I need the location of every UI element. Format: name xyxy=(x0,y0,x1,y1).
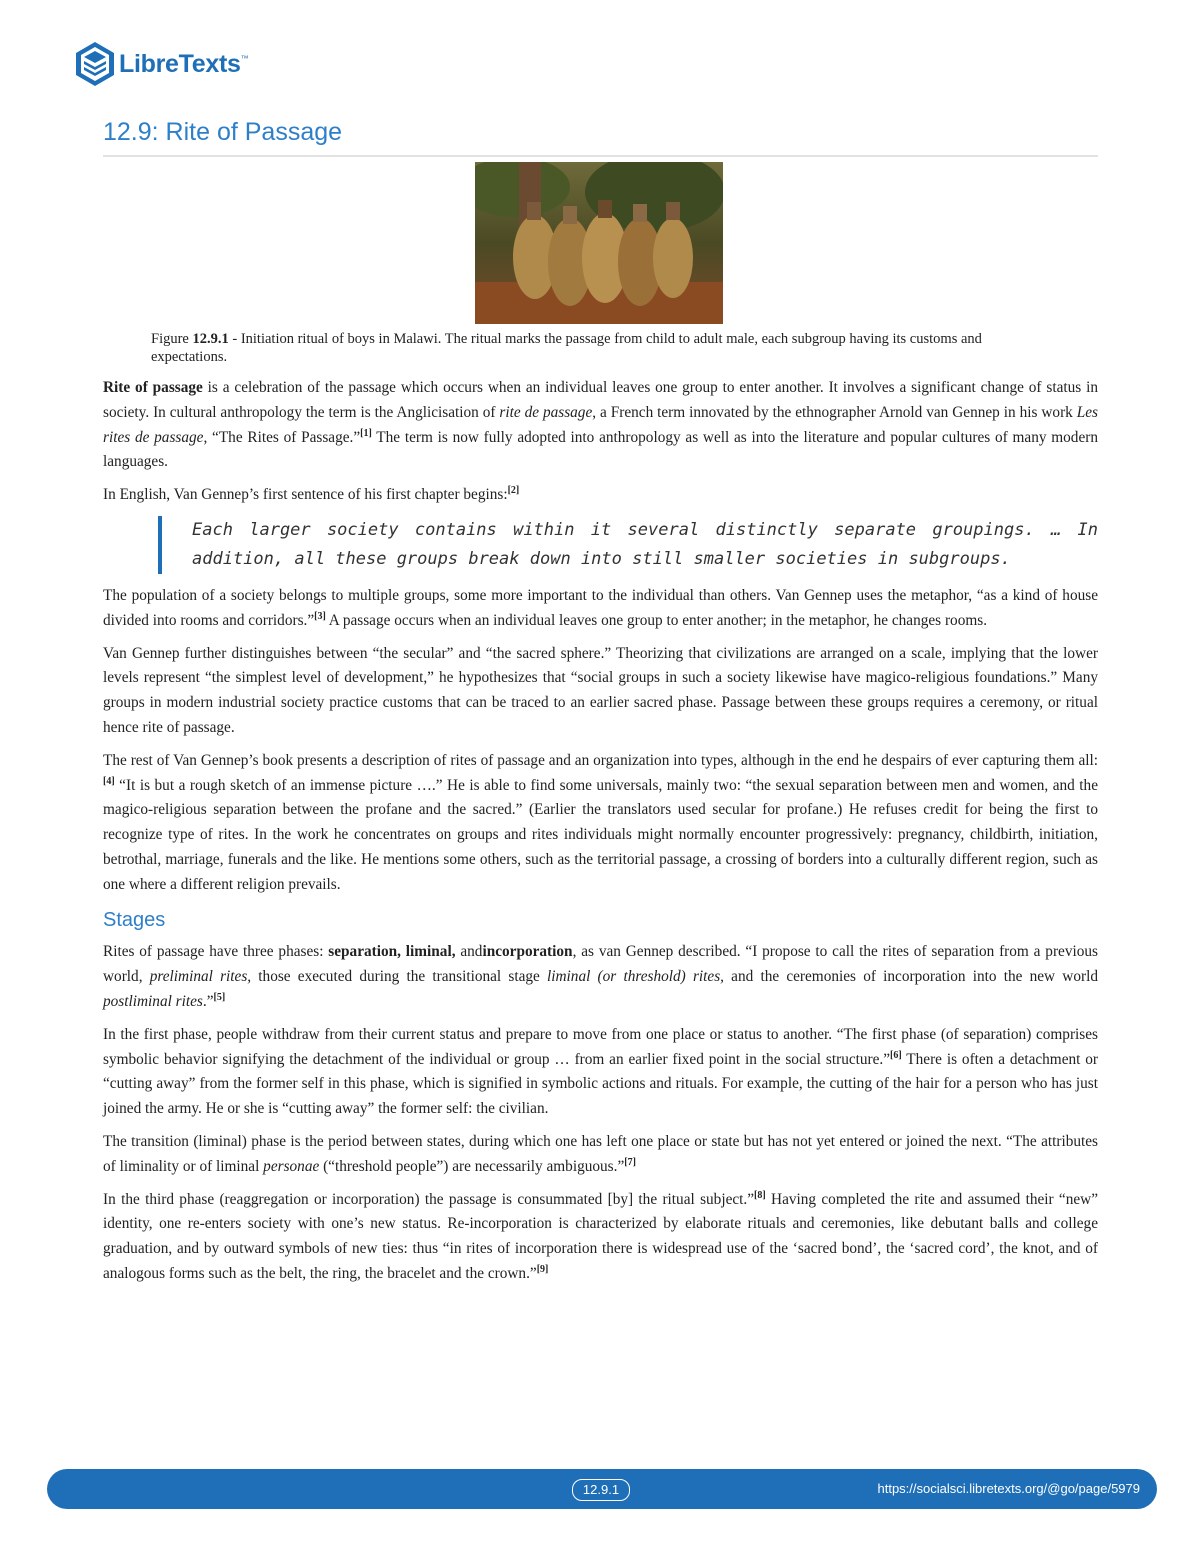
article-body xyxy=(103,376,1098,1295)
logo-trademark: ™ xyxy=(240,53,249,63)
text: A passage occurs when an individual leaves one group to enter another; in the metaphor, he changes rooms. xyxy=(325,611,988,629)
text: and the ceremonies of incorporation into the new world xyxy=(723,968,1098,986)
term-phases: separation, liminal, xyxy=(328,943,456,961)
footnote-ref-6[interactable]: [6] xyxy=(890,1049,902,1061)
text: In the first phase, people withdraw from their current status and prepare to move from one place or status to another. “The first phase (of separation) comprises symbolic behavior signifying the detachment of the individual or group … from an earlier fixed point in the social structure.” xyxy=(103,1025,1098,1068)
intro-paragraph-2 xyxy=(103,483,1098,508)
text: , a French term innovated by the ethnographer Arnold van Gennep in his work xyxy=(592,403,1077,421)
text: “It is but a rough sketch of an immense picture ….” He is able to find some universals, mainly two: “the sexual separation between men and women, and the magico-religious separation between the profane and the sacred.” (Earlier the translators used secular for profane.) He refuses credit for being the first to recognize type of rites. In the work he concentrates on groups and rites individuals might normally encounter progressively: pregnancy, childbirth, initiation, betrothal, marriage, funerals and the like. He mentions some others, such as the territorial passage, a crossing of borders into a culturally different region, such as one where a different religion prevails. xyxy=(103,776,1098,893)
stages-paragraph-1 xyxy=(103,940,1098,1014)
block-quote: Each larger society contains within it several distinctly separate groupings. … In addition, all these groups break down into still smaller societies in subgroups. xyxy=(158,516,1098,574)
text: those executed during the transitional stage xyxy=(251,968,548,986)
caption-text: - Initiation ritual of boys in Malawi. The ritual marks the passage from child to adult male, each subgroup having its customs and expectations. xyxy=(151,331,982,365)
stages-paragraph-4 xyxy=(103,1188,1098,1287)
term-rite-de-passage: rite de passage xyxy=(499,403,593,421)
text: The term is now fully adopted into anthropology as well as into the literature and popular cultures of many modern languages. xyxy=(103,428,1098,471)
text: The rest of Van Gennep’s book presents a description of rites of passage and an organization into types, although in the end he despairs of ever capturing them all: xyxy=(103,751,1098,769)
text: is a celebration of the passage which occurs when an individual leaves one group to enter another. It involves a significant change of status in society. In cultural anthropology the term is the Anglicisation of xyxy=(103,379,1098,421)
stages-paragraph-3 xyxy=(103,1130,1098,1180)
page-number-badge: 12.9.1 xyxy=(572,1479,630,1501)
text: In English, Van Gennep’s first sentence of his first chapter begins: xyxy=(103,486,508,504)
caption-number: 12.9.1 xyxy=(192,331,229,347)
stages-paragraph-2 xyxy=(103,1023,1098,1122)
caption-prefix: Figure xyxy=(151,331,193,347)
footnote-ref-1[interactable]: [1] xyxy=(360,427,372,439)
text: Having completed the rite and assumed their “new” identity, one re-enters society with one’s new status. Re-incorporation is characterized by elaborate rituals and ceremonies, like debutant balls and college graduation, and by outward symbols of new ties: thus “in rites of incorporation there is widespread use of the ‘sacred bond’, the ‘sacred cord’, the knot, and of analogous forms such as the belt, the ring, the bracelet and the crown.” xyxy=(103,1190,1098,1282)
intro-paragraph-4: Van Gennep further distinguishes between “the secular” and “the sacred sphere.” Theorizing that civilizations are arranged on a scale, implying that the lower levels represent “the simplest level of development,” he hypothesizes that “social groups in such a society likewise have magico-religious foundations.” Many groups in modern industrial society practice customs that can be traced to an earlier sacred phase. Passage between these groups requires a ceremony, or ritual hence rite of passage. xyxy=(103,644,1098,736)
intro-paragraph-5 xyxy=(103,749,1098,898)
footnote-ref-8[interactable]: [8] xyxy=(754,1189,766,1201)
page-url-link[interactable]: https://socialsci.libretexts.org/@go/page/5979 xyxy=(877,1481,1140,1496)
logo-wordmark: LibreTexts xyxy=(119,49,241,78)
page-title: 12.9: Rite of Passage xyxy=(103,118,343,146)
text: , “The Rites of Passage.” xyxy=(203,428,361,446)
text: .” xyxy=(202,992,214,1010)
intro-paragraph-3 xyxy=(103,584,1098,634)
term-preliminal: preliminal rites, xyxy=(149,968,252,986)
footnote-ref-2[interactable]: [2] xyxy=(507,485,520,497)
footnote-ref-4[interactable]: [4] xyxy=(103,775,115,787)
text: and xyxy=(455,943,483,961)
title-divider xyxy=(103,155,1098,157)
section-heading-stages: Stages xyxy=(103,908,166,931)
footnote-ref-5[interactable]: [5] xyxy=(213,991,226,1003)
libretexts-logo[interactable] xyxy=(74,41,249,87)
text: There is often a detachment or “cutting away” from the former self in this phase, which is signified in symbolic actions and rituals. For example, the cutting of the hair for a person who has just joined the army. He or she is “cutting away” the former self: the civilian. xyxy=(103,1050,1098,1118)
term-personae: personae xyxy=(263,1157,320,1175)
text: In the third phase (reaggregation or incorporation) the passage is consummated [by] the ritual subject.” xyxy=(103,1190,755,1208)
text: Rites of passage have three phases: xyxy=(103,943,329,961)
term-liminal: liminal (or threshold) rites, xyxy=(547,968,724,986)
figure-caption xyxy=(151,330,1056,366)
intro-paragraph-1 xyxy=(103,376,1098,475)
term-postliminal: postliminal rites xyxy=(103,992,203,1010)
libretexts-logo-icon xyxy=(74,41,116,87)
text: (“threshold people”) are necessarily ambiguous.” xyxy=(319,1157,625,1175)
book-title: Les rites de passage xyxy=(103,403,1098,446)
figure-photo xyxy=(475,162,723,324)
text: , as van Gennep described. “I propose to call the rites of separation from a previous world, xyxy=(103,943,1098,986)
footnote-ref-7[interactable]: [7] xyxy=(624,1156,636,1168)
footnote-ref-9[interactable]: [9] xyxy=(536,1263,549,1275)
text: The transition (liminal) phase is the period between states, during which one has left one place or state but has not yet entered or joined the next. “The attributes of liminality or of liminal xyxy=(103,1132,1098,1175)
term-incorporation: incorporation xyxy=(482,943,573,961)
footnote-ref-3[interactable]: [3] xyxy=(314,610,326,622)
term-rite-of-passage: Rite of passage xyxy=(103,379,203,396)
text: The population of a society belongs to multiple groups, some more important to the individual than others. Van Gennep uses the metaphor, “as a kind of house divided into rooms and corridors.” xyxy=(103,586,1098,629)
